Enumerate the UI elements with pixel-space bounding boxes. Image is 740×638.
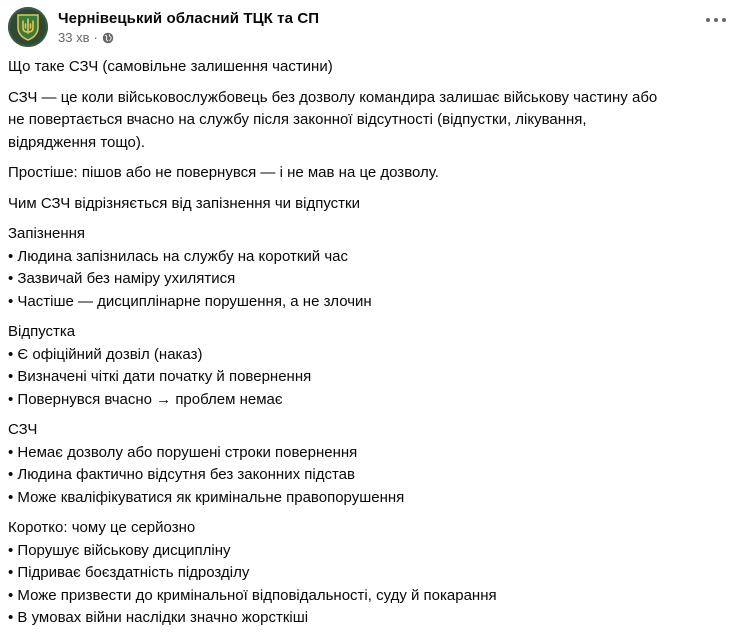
list-item: • Повернувся вчасно → проблем немає xyxy=(8,390,283,408)
section-heading: Відпустка xyxy=(8,323,76,340)
post-header xyxy=(8,7,319,47)
post-subline xyxy=(58,30,319,46)
definition-line: не повертається вчасно на службу після законної відсутності (відпустки, лікування, xyxy=(8,111,587,128)
section-szch xyxy=(8,419,728,509)
trident-shield-icon xyxy=(15,13,41,41)
list-item: • Визначені чіткі дати початку й повернення xyxy=(8,368,312,385)
section-heading: Запізнення xyxy=(8,225,86,242)
definition-line: відрядження тощо). xyxy=(8,133,146,151)
section-summary xyxy=(8,517,728,630)
definition-paragraph xyxy=(8,87,728,155)
list-item: • Зазвичай без наміру ухилятися xyxy=(8,270,236,287)
list-item: • Немає дозволу або порушені строки повернення xyxy=(8,443,358,461)
list-item: • Людина запізнилась на службу на короткий час xyxy=(8,247,348,265)
list-item: • В умовах війни наслідки значно жорсткіші xyxy=(8,609,309,626)
page-name-link[interactable]: Чернівецький обласний ТЦК та СП xyxy=(58,9,320,27)
page-avatar[interactable] xyxy=(8,7,48,47)
definition-line: СЗЧ — це коли військовослужбовець без дозволу командира залишає військову частину або xyxy=(8,88,658,106)
list-item: • Є офіційний дозвіл (наказ) xyxy=(8,345,203,363)
list-item: • Може призвести до кримінальної відповідальності, суду й покарання xyxy=(8,586,497,604)
list-item: • Людина фактично відсутня без законних підстав xyxy=(8,466,355,483)
more-options-icon[interactable] xyxy=(706,14,726,26)
list-item: • Частіше — дисциплінарне порушення, а не злочин xyxy=(8,292,372,310)
difference-heading: Чим СЗЧ відрізняється від запізнення чи відпустки xyxy=(8,194,360,212)
simpler-paragraph: Простіше: пішов або не повернувся — і не мав на це дозволу. xyxy=(8,164,439,181)
post-title: Що таке СЗЧ (самовільне залишення частини) xyxy=(8,58,333,75)
post-body xyxy=(8,56,728,638)
post-meta xyxy=(58,9,319,46)
section-lateness xyxy=(8,223,728,313)
list-item: • Підриває боєздатність підрозділу xyxy=(8,564,250,581)
section-heading: Коротко: чому це серйозно xyxy=(8,519,196,536)
globe-icon[interactable] xyxy=(102,32,114,44)
section-leave xyxy=(8,321,728,411)
list-item: • Може кваліфікуватися як кримінальне правопорушення xyxy=(8,488,405,506)
post-timestamp[interactable]: 33 хв xyxy=(58,29,90,45)
section-heading: СЗЧ xyxy=(8,421,38,438)
list-item: • Порушує військову дисципліну xyxy=(8,541,231,559)
separator-dot: · xyxy=(93,29,98,45)
